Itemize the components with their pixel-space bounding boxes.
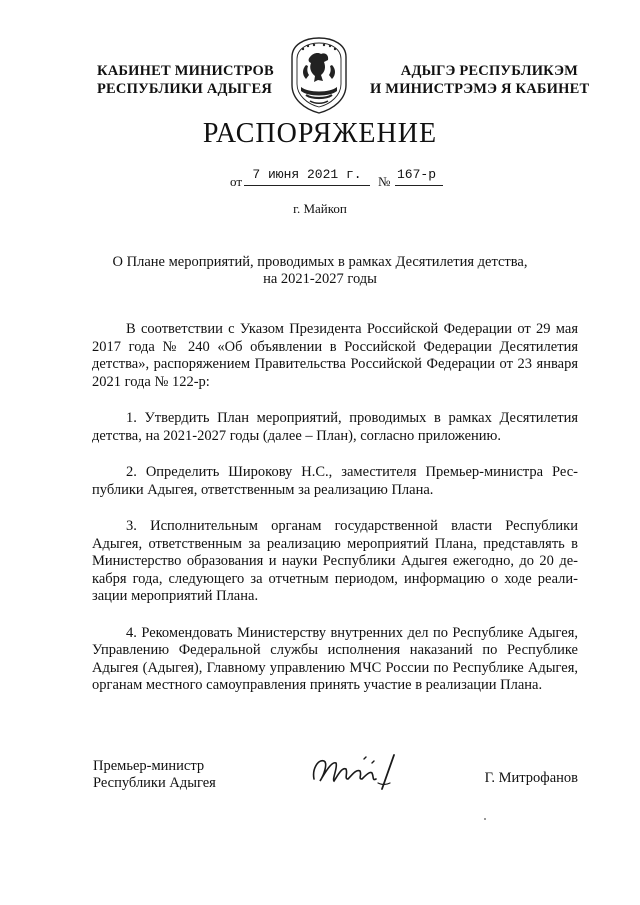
document-body — [92, 321, 578, 714]
signatory-name: Г. Митрофанов — [484, 770, 578, 786]
header-right — [370, 62, 590, 98]
date-field — [244, 163, 370, 186]
paragraph-3: 3. Исполнительным органам государственной власти Республики Адыгея, ответственным за реализацию мероприятий Плана, представлять в Министерство образования и науки Республики Адыгея ежегодно, до 20 декабря года, следующего за отчетным периодом, информацию о ходе реализации мероприятий Плана. — [92, 518, 578, 604]
header-right-line-1: АДЫГЭ РЕСПУБЛИКЭМ — [400, 63, 578, 79]
header-left — [97, 62, 274, 98]
signatory-title — [93, 758, 216, 792]
city: г. Майкоп — [293, 201, 347, 216]
scan-speck — [484, 818, 486, 820]
subject-line-2: на 2021-2027 годы — [263, 271, 377, 287]
paragraph-2: 2. Определить Широкову Н.С., заместителя Премьер-министра Республики Адыгея, ответственным за реализацию Плана. — [92, 464, 578, 498]
handwritten-signature — [306, 745, 406, 795]
paragraph-4: 4. Рекомендовать Министерству внутренних дел по Республике Адыгея, Управлению Федеральной службы исполнения наказаний по Республике Адыгея (Адыгея), Главному управлению МЧС России по Республике Адыгея, органам местного самоуправления принять участие в реализации Плана. — [92, 624, 578, 693]
header-left-line-2: РЕСПУБЛИКИ АДЫГЕЯ — [97, 81, 273, 97]
signatory-title-line-2: Республики Адыгея — [93, 775, 216, 791]
subject-line-1: О Плане мероприятий, проводимых в рамках Десятилетия детства, — [112, 254, 528, 270]
preamble-paragraph: В соответствии с Указом Президента Российской Федерации от 29 мая 2017 года № 240 «Об объявлении в Российской Федерации Десятилетия детства», распоряжением Правительства Российской Федерации от 23 января 2021 года № 122-р: — [92, 321, 578, 390]
document-title: РАСПОРЯЖЕНИЕ — [202, 118, 438, 149]
number-field — [395, 163, 443, 186]
number-value: 167-р — [397, 167, 437, 182]
signatory-title-line-1: Премьер-министр — [93, 758, 205, 774]
document-subject — [80, 254, 560, 288]
date-value: 7 июня 2021 г. — [252, 167, 362, 182]
coat-of-arms-icon — [286, 35, 352, 115]
header-right-line-2: И МИНИСТРЭМЭ Я КАБИНЕТ — [370, 81, 590, 97]
date-prefix: от — [230, 174, 243, 189]
paragraph-1: 1. Утвердить План мероприятий, проводимых в рамках Десятилетия детства, на 2021-2027 годы (далее – План), согласно приложению. — [92, 410, 578, 444]
number-label: № — [378, 174, 391, 189]
header-left-line-1: КАБИНЕТ МИНИСТРОВ — [97, 63, 274, 79]
